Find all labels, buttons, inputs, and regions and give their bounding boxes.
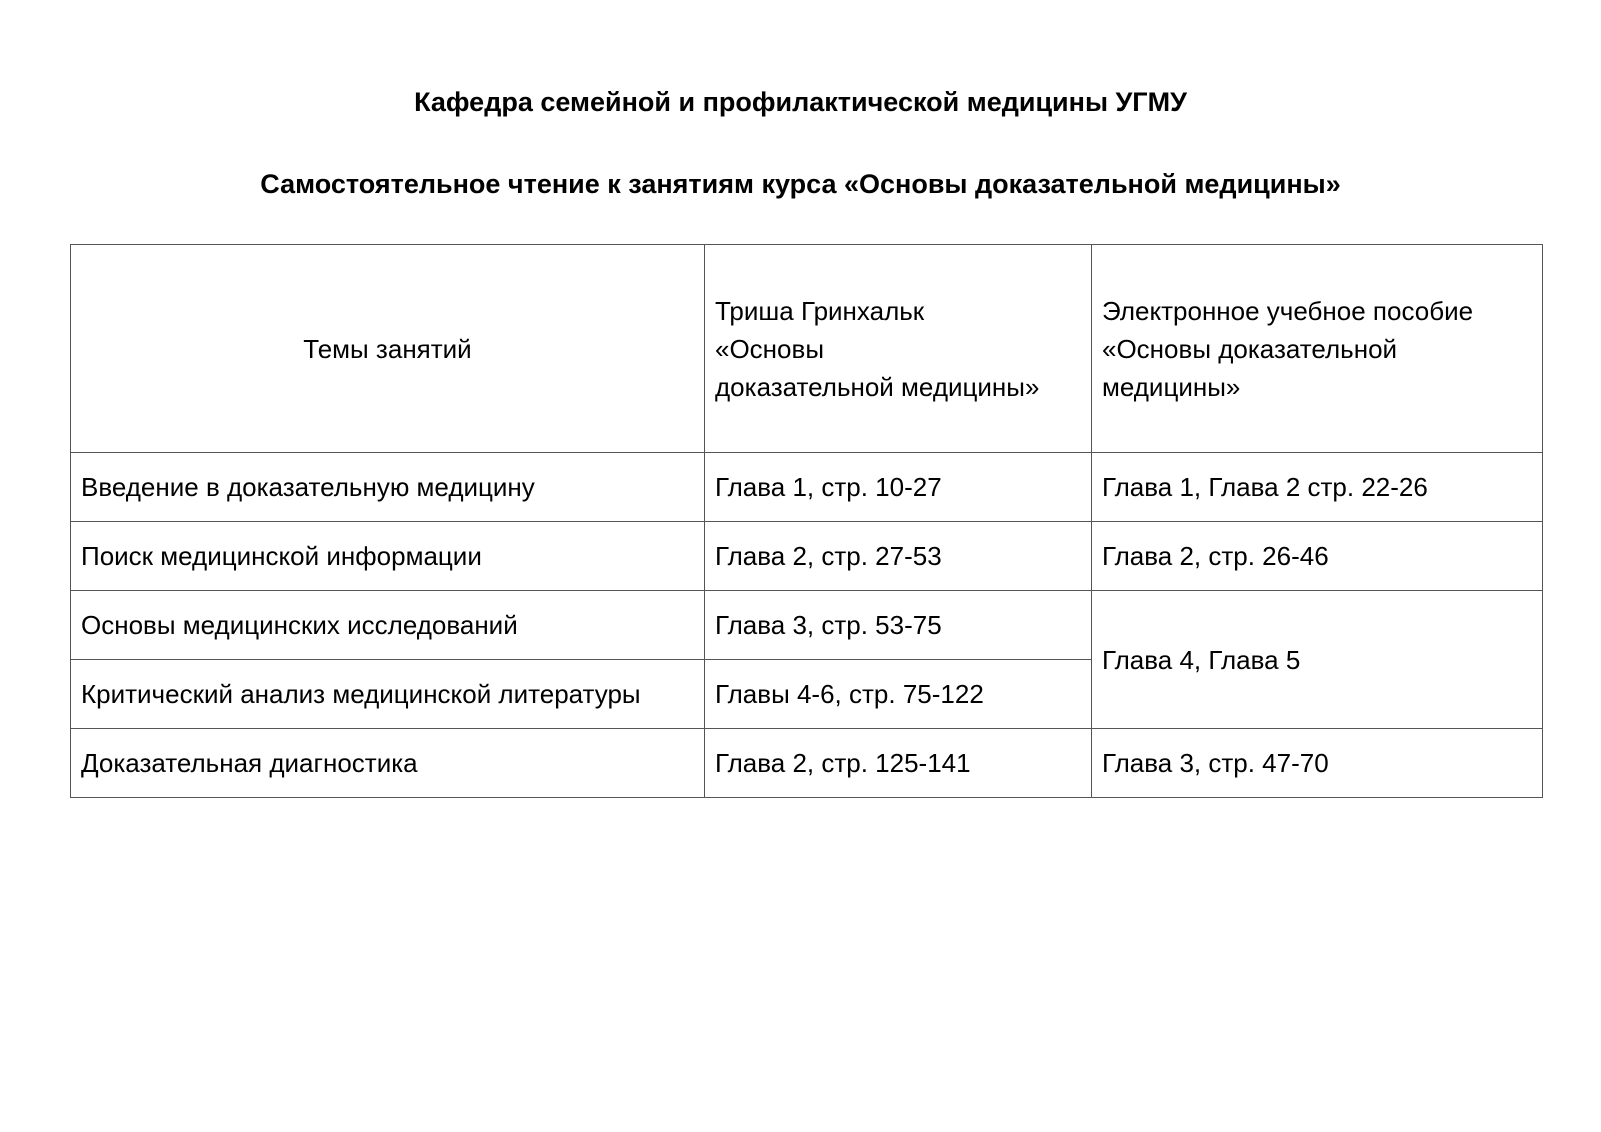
cell-manual-merged: Глава 4, Глава 5 xyxy=(1092,591,1543,729)
header-book-line: Триша Гринхальк xyxy=(715,295,925,326)
reading-table xyxy=(70,244,1543,798)
header-manual xyxy=(1092,245,1543,453)
table-row xyxy=(71,522,1543,591)
cell-book: Глава 1, стр. 10-27 xyxy=(705,453,1092,522)
cell-manual: Глава 2, стр. 26-46 xyxy=(1092,522,1543,591)
table-row xyxy=(71,453,1543,522)
header-topics: Темы занятий xyxy=(71,245,705,453)
table-row xyxy=(71,729,1543,798)
cell-book: Глава 2, стр. 27-53 xyxy=(705,522,1092,591)
header-book-line: «Основы xyxy=(715,333,825,364)
header-manual-line: медицины» xyxy=(1102,371,1241,402)
header-manual-line: Электронное учебное пособие xyxy=(1102,295,1474,326)
cell-topic: Доказательная диагностика xyxy=(71,729,705,798)
cell-book: Глава 3, стр. 53-75 xyxy=(705,591,1092,660)
cell-manual: Глава 1, Глава 2 стр. 22-26 xyxy=(1092,453,1543,522)
cell-topic: Основы медицинских исследований xyxy=(71,591,705,660)
table-header-row xyxy=(71,245,1543,453)
header-book xyxy=(705,245,1092,453)
cell-topic: Критический анализ медицинской литературы xyxy=(71,660,705,729)
table-row xyxy=(71,591,1543,660)
cell-topic: Введение в доказательную медицину xyxy=(71,453,705,522)
cell-book: Главы 4-6, стр. 75-122 xyxy=(705,660,1092,729)
header-book-line: доказательной медицины» xyxy=(715,371,1040,402)
page-title: Кафедра семейной и профилактической медицины УГМУ xyxy=(414,87,1187,117)
cell-topic: Поиск медицинской информации xyxy=(71,522,705,591)
cell-manual: Глава 3, стр. 47-70 xyxy=(1092,729,1543,798)
header-manual-line: «Основы доказательной xyxy=(1102,333,1398,364)
cell-book: Глава 2, стр. 125-141 xyxy=(705,729,1092,798)
page-subtitle: Самостоятельное чтение к занятиям курса «Основы доказательной медицины» xyxy=(260,169,1341,199)
